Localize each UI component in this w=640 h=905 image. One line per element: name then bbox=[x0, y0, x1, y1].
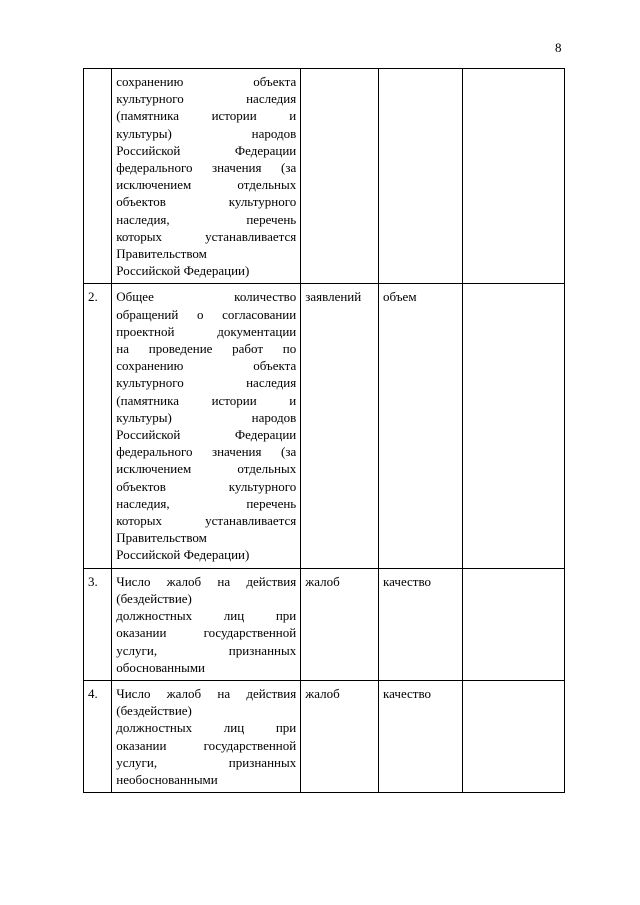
indicator-name-line: культуры) народов bbox=[116, 125, 297, 141]
unit-cell: жалоб bbox=[301, 568, 379, 680]
indicator-name-line: Российской Федерации bbox=[116, 427, 297, 443]
indicator-name-line: культурного наследия bbox=[116, 375, 297, 391]
indicator-name-line: культуры) народов bbox=[116, 409, 297, 425]
indicator-name-line: необоснованными bbox=[116, 771, 218, 787]
indicator-name-line: Правительством bbox=[116, 246, 207, 262]
indicator-name-line: (памятника истории и bbox=[116, 392, 297, 408]
indicator-name-line: (памятника истории и bbox=[116, 108, 297, 124]
indicator-name-line: услуги, признанных bbox=[116, 754, 297, 770]
table-row bbox=[84, 568, 565, 680]
row-number: 2. bbox=[84, 284, 112, 568]
indicator-name-line: проектной документации bbox=[116, 323, 297, 339]
indicator-type-cell bbox=[379, 69, 463, 284]
indicator-name-line: услуги, признанных bbox=[116, 642, 297, 658]
indicator-name-line: культурного наследия bbox=[116, 91, 297, 107]
indicator-name-line: на проведение работ по bbox=[116, 341, 297, 357]
indicator-name bbox=[112, 680, 301, 792]
unit-cell: заявлений bbox=[301, 284, 379, 568]
indicator-name-line: обращений о согласовании bbox=[116, 306, 297, 322]
indicator-name-line: (бездействие) bbox=[116, 590, 192, 606]
empty-cell bbox=[462, 568, 564, 680]
indicator-name-line: оказании государственной bbox=[116, 625, 297, 641]
indicator-name-line: Число жалоб на действия bbox=[116, 573, 297, 589]
indicator-name-line: обоснованными bbox=[116, 659, 206, 675]
indicator-name-line: Общее количество bbox=[116, 289, 297, 305]
indicator-name-line: (бездействие) bbox=[116, 703, 192, 719]
table-row bbox=[84, 680, 565, 792]
indicator-name-line: сохранению объекта bbox=[116, 358, 297, 374]
indicator-name-line: исключением отдельных bbox=[116, 461, 297, 477]
table-body bbox=[84, 69, 565, 793]
indicator-name-line: сохранению объекта bbox=[116, 74, 297, 89]
indicator-name-line: наследия, перечень bbox=[116, 495, 297, 511]
table-row bbox=[84, 69, 565, 284]
indicator-name-line: объектов культурного bbox=[116, 194, 297, 210]
indicator-name-line: Число жалоб на действия bbox=[116, 685, 297, 701]
indicator-type-cell: объем bbox=[379, 284, 463, 568]
empty-cell bbox=[462, 284, 564, 568]
indicator-name-line: федерального значения (за bbox=[116, 160, 297, 176]
indicator-name-line: должностных лиц при bbox=[116, 720, 297, 736]
table-row bbox=[84, 284, 565, 568]
row-number: 3. bbox=[84, 568, 112, 680]
indicator-name-line: федерального значения (за bbox=[116, 444, 297, 460]
indicator-name-line: объектов культурного bbox=[116, 478, 297, 494]
row-number: 4. bbox=[84, 680, 112, 792]
indicator-name bbox=[112, 284, 301, 568]
indicator-name-line: оказании государственной bbox=[116, 737, 297, 753]
indicator-type-cell: качество bbox=[379, 680, 463, 792]
indicator-name-line: которых устанавливается bbox=[116, 513, 297, 529]
indicator-name-line: Российской Федерации) bbox=[116, 263, 250, 279]
indicator-name-line: наследия, перечень bbox=[116, 211, 297, 227]
empty-cell bbox=[462, 680, 564, 792]
indicators-table bbox=[83, 68, 565, 793]
unit-cell bbox=[301, 69, 379, 284]
unit-cell: жалоб bbox=[301, 680, 379, 792]
indicator-name-line: Правительством bbox=[116, 530, 207, 546]
indicator-name-line: которых устанавливается bbox=[116, 228, 297, 244]
indicator-name-line: Российской Федерации bbox=[116, 142, 297, 158]
indicator-name-line: должностных лиц при bbox=[116, 608, 297, 624]
indicator-name-line: исключением отдельных bbox=[116, 177, 297, 193]
row-number bbox=[84, 69, 112, 284]
empty-cell bbox=[462, 69, 564, 284]
indicator-name bbox=[112, 568, 301, 680]
page-number: 8 bbox=[555, 40, 562, 55]
indicator-type-cell: качество bbox=[379, 568, 463, 680]
indicator-name bbox=[112, 69, 301, 284]
indicator-name-line: Российской Федерации) bbox=[116, 547, 250, 563]
